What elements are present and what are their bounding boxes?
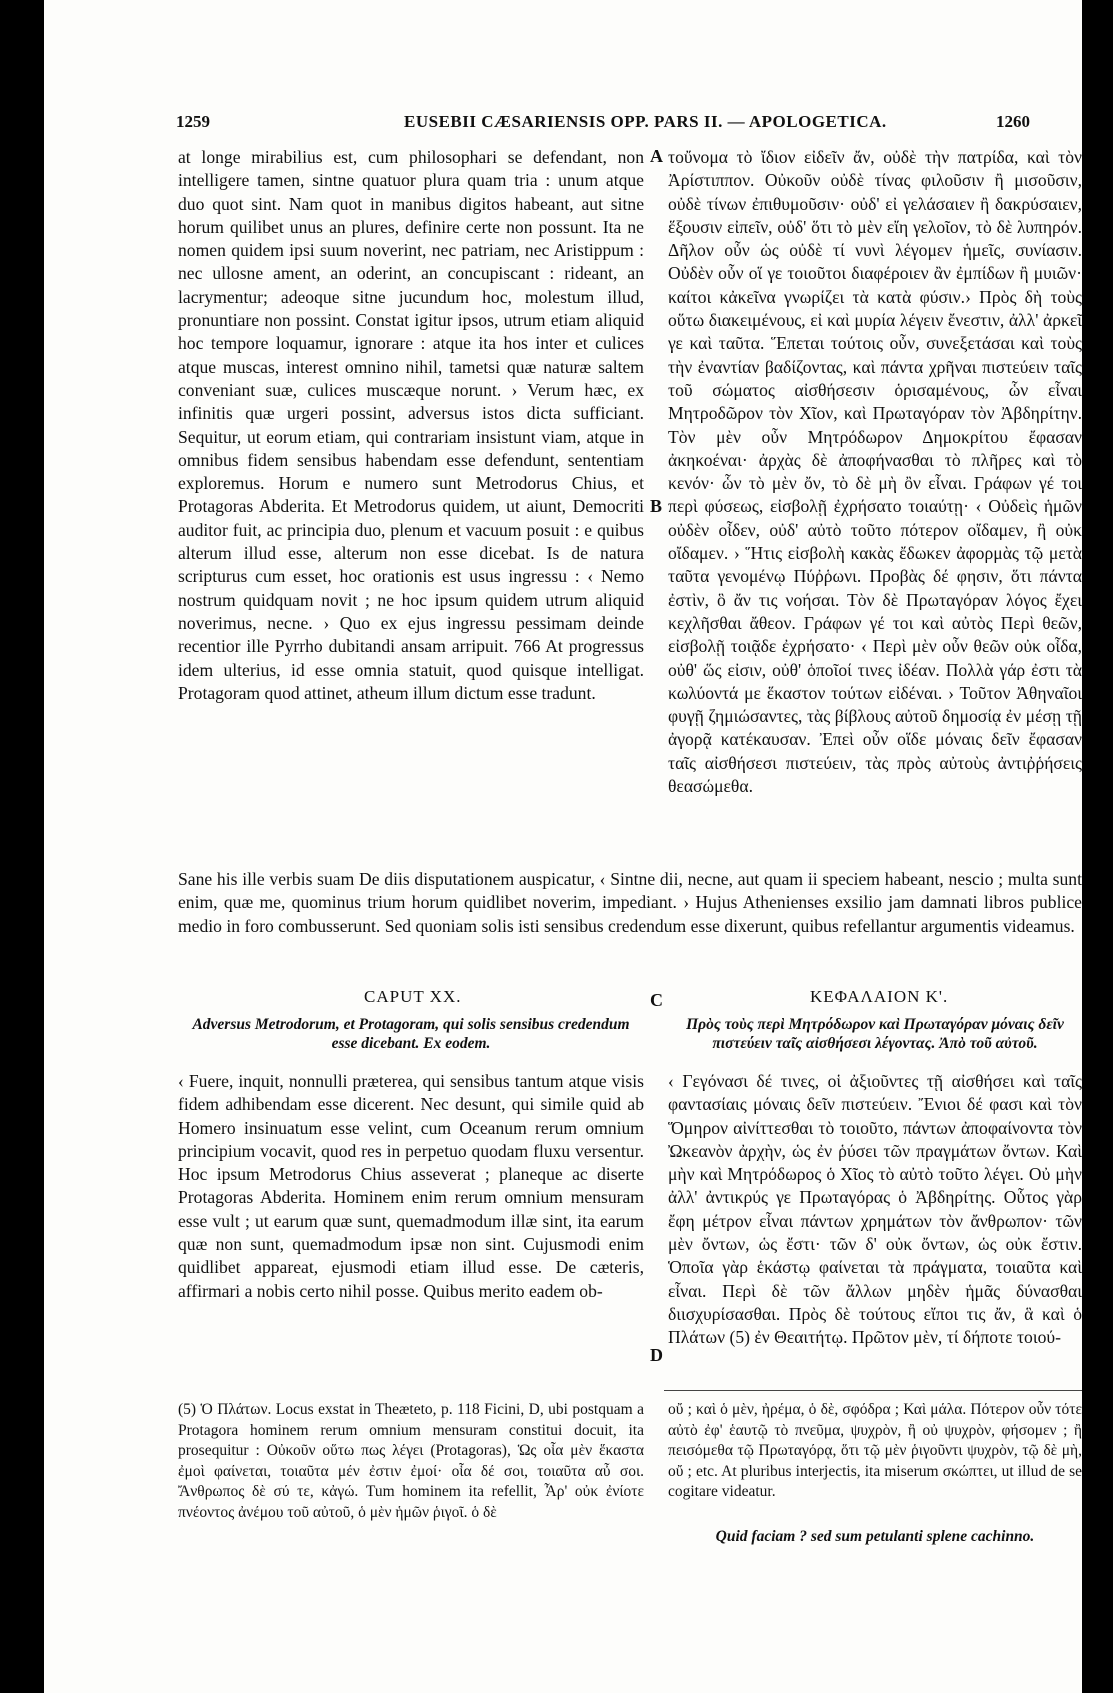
running-title: EUSEBII CÆSARIENSIS OPP. PARS II. — APOLOGETICA. (404, 112, 887, 131)
margin-marker-d: D (650, 1345, 663, 1365)
caput-heading-latin: CAPUT XX. (364, 987, 462, 1006)
greek-text-top: τοὔνομα τὸ ἴδιον εἰδεῖν ἄν, οὐδὲ τὴν πατρίδα, καὶ τὸν Ἀρίστιππον. Οὐκοῦν οὐδὲ τίνας φιλοῦσιν ἢ μισοῦσιν, οὐδὲ τίνων ἐπιθυμοῦσιν· οὐδ' εἰ γελάσαιεν ἢ δακρύσαιεν, ἕξουσιν εἰπεῖν, οὐδ' ὅτι τὸ μὲν εἴη γελοῖον, τὸ δὲ λυπηρόν. Δῆλον οὖν ὡς οὐδὲ τί νυνὶ λέγομεν ἡμεῖς, συνίασιν. Οὐδὲν οὖν οἵ γε τοιοῦτοι διαφέροιεν ἂν ἐμπίδων ἢ μυιῶν· καίτοι κἀκεῖνα γνωρίζει τὰ κατὰ φύσιν.› Πρὸς δὴ τοὺς οὕτω διακειμένους, εἰ καὶ μυρία λέγειν ἔνεστιν, ἀλλ' ἀρκεῖ γε καὶ ταῦτα. Ἕπεται τούτοις οὖν, συνεξετάσαι καὶ τοὺς τὴν ἐναντίαν βαδίζοντας, καὶ πάντα χρῆναι πιστεύειν ταῖς τοῦ σώματος αἰσθήσεσιν ὁρισαμένους, ὧν εἶναι Μητροδῶρον τὸν Χῖον, καὶ Πρωταγόραν τὸν Ἀβδηρίτην. Τὸν μὲν οὖν Μητρόδωρον Δημοκρίτου ἔφασαν ἀκηκοέναι· ἀρχὰς δὲ ἀποφήνασθαι τὸ πλῆρες καὶ τὸ κενόν· ὧν τὸ μὲν ὄν, τὸ δὲ μὴ ὂν εἶναι. Γράφων γέ τοι περὶ φύσεως, εἰσβολῇ ἐχρήσατο τοιαύτῃ· ‹ Οὐδεὶς ἡμῶν οὐδὲν οἶδεν, οὐδ' αὐτὸ τοῦτο πότερον οἴδαμεν, ἢ οὐκ οἴδαμεν. › Ἥτις εἰσβολὴ κακὰς ἔδωκεν ἀφορμὰς τῷ μετὰ ταῦτα γενομένῳ Πύῤῥωνι. Προβὰς δέ φησιν, ὅτι πάντα ἐστὶν, ὃ ἄν τις νοήσαι. Τὸν δὲ Πρωταγόραν λόγος ἔχει κεχλῆσθαι ἄθεον. Γράφων γέ τοι καὶ αὐτὸς Περὶ θεῶν, εἰσβολῇ τοιᾷδε ἐχρήσατο· ‹ Περὶ μὲν οὖν θεῶν οὐκ οἶδα, οὐθ' ὥς εἰσιν, οὐθ' ὁποῖοί τινες ἰδέαν. Πολλὰ γάρ ἐστι τὰ κωλύοντά με ἕκαστον τούτων εἰδέναι. › Τοῦτον Ἀθηναῖοι φυγῇ ζημιώσαντες, τὰς βίβλους αὐτοῦ δημοσίᾳ ἐν μέσῃ τῇ ἀγορᾷ κατέκαυσαν. Ἐπεὶ οὖν οἵδε μόναις δεῖν ἔφασαν ταῖς αἰσθήσεσι πιστεύειν, τὰς πρὸς αὐτοὺς ἀντιῤῥήσεις θεασώμεθα. (668, 147, 1082, 797)
footnote-divider (664, 1390, 1082, 1391)
margin-marker-b: B (650, 496, 663, 516)
page-number-right: 1260 (996, 112, 1030, 131)
full-width-paragraph (178, 868, 1082, 938)
greek-column-body (668, 1070, 1082, 1350)
greek-column-top (668, 146, 1082, 798)
subtitle-greek: Πρὸς τοὺς περὶ Μητρόδωρον καὶ Πρωταγόραν μόναις δεῖν πιστεύειν ταῖς αἰσθήσεσι λέγοντας. Ἀπὸ τοῦ αὐτοῦ. (686, 1016, 1064, 1052)
caput-heading-greek: ΚΕΦΑΛΑΙΟΝ Κ'. (810, 987, 949, 1006)
latin-text-body: ‹ Fuere, inquit, nonnulli præterea, qui sensibus tantum atque visis fidem adhibendam esse dicerent. Nec desunt, qui simile quid ab Homero insinuatum esse velint, cum Oceanum rerum omnium principium vocavit, quod res in perpetuo quodam fluxu versentur. Hoc ipsum Metrodorus Chius asseverat ; planeque ac diserte Protagoras Abderita. Hominem enim rerum omnium mensuram esse vult ; ut earum quæ sunt, quemadmodum illæ sint, ita earum quæ non sunt, quemadmodum ipsæ non sint. Cujusmodi enim quidlibet appareat, ejusmodi etiam illud esse. De cæteris, affirmari a nobis certo nihil posse. Quibus merito eadem ob- (178, 1071, 644, 1301)
page-number-left: 1259 (176, 112, 210, 131)
latin-column-top (178, 146, 644, 705)
margin-marker-a: A (650, 146, 663, 166)
footnote-left (178, 1400, 644, 1523)
greek-text-body: ‹ Γεγόνασι δέ τινες, οἱ ἀξιοῦντες τῇ αἰσθήσει καὶ ταῖς φαντασίαις μόναις δεῖν πιστεύειν. Ἔνιοι δέ φασι καὶ τὸν Ὅμηρον αἰνίττεσθαι τὸ τοιοῦτο, πάντων ἀποφαίνοντα τὸν Ὠκεανὸν ἀρχὴν, ὡς ἐν ῥύσει τῶν πραγμάτων ὄντων. Καὶ μὴν καὶ Μητρόδωρος ὁ Χῖος τὸ αὐτὸ τοῦτο λέγει. Οὐ μὴν ἀλλ' ἀντικρύς γε Πρωταγόρας ὁ Ἀβδηρίτης. Οὗτος γὰρ ἔφη μέτρον εἶναι πάντων χρημάτων τὸν ἄνθρωπον· τῶν μὲν ὄντων, ὡς ἔστι· τῶν δ' οὐκ ὄντων, ὡς οὐκ ἔστιν. Ὁποῖα γὰρ ἑκάστῳ φαίνεται τὰ πράγματα, τοιαῦτα καὶ εἶναι. Περὶ δὲ τῶν ἄλλων μηδὲν ἡμᾶς δύνασθαι διισχυρίσασθαι. Πρὸς δὲ τούτους εἴποι τις ἄν, ἃ καὶ ὁ Πλάτων (5) ἐν Θεαιτήτῳ. Πρῶτον μὲν, τί δήποτε τοιού- (668, 1071, 1082, 1348)
latin-column-body (178, 1070, 644, 1303)
book-page (44, 0, 1082, 1693)
footnote-text-right: οὔ ; καὶ ὁ μὲν, ἠρέμα, ὁ δὲ, σφόδρα ; Καὶ μάλα. Πότερον οὖν τότε αὐτὸ ἐφ' ἑαυτῷ τὸ πνεῦμα, ψυχρὸν, ἢ οὐ ψυχρὸν, φήσομεν ; ἢ πεισόμεθα τῷ Πρωταγόρᾳ, ὅτι τῷ μὲν ῥιγοῦντι ψυχρὸν, τῷ δὲ μὴ, οὔ ; etc. At pluribus interjectis, ita miserum σκώπτει, ut illud de se cogitare videatur. (668, 1401, 1082, 1500)
margin-marker-c: C (650, 990, 663, 1010)
full-width-text: Sane his ille verbis suam De diis disputationem auspicatur, ‹ Sintne dii, necne, aut quam ii speciem habeant, nescio ; multa sunt enim, quæ me, quominus trium horum quidlibet noverim, impediant. › Hujus Athenienses exsilio jam damnati libros publice medio in foro combusserunt. Sed quoniam solis isti sensibus credendum esse dixerunt, quibus refellantur argumentis videamus. (178, 869, 1082, 936)
closing-quote: Quid faciam ? sed sum petulanti splene cachinno. (715, 1528, 1035, 1545)
footnote-text-left: (5) Ὁ Πλάτων. Locus exstat in Theæteto, p. 118 Ficini, D, ubi postquam a Protagora hominem rerum omnium mensuram constitui docuit, ita prosequitur : Οὐκοῦν οὕτω πως λέγει (Protagoras), Ὡς οἷα μὲν ἕκαστα ἐμοὶ φαίνεται, τοιαῦτα μέν ἐστιν ἐμοί· οἷα δέ σοι, τοιαῦτα αὖ σοι. Ἄνθρωπος δὲ σύ τε, κἀγώ. Tum hominem ita refellit, Ἆρ' οὐκ ἐνίοτε πνέοντος ἀνέμου τοῦ αὐτοῦ, ὁ μὲν ἡμῶν ῥιγοῖ. ὁ δὲ (178, 1401, 644, 1521)
subtitle-latin: Adversus Metrodorum, et Protagoram, qui solis sensibus credendum esse dicebant. Ex eodem. (192, 1016, 630, 1052)
latin-text-top: at longe mirabilius est, cum philosophari se defendant, non intelligere tamen, sintne quatuor plura quam tria : unum atque duo quot sint. Nam quot in manibus digitos habeant, aut sitne horum quilibet unus an plures, definire certe non possunt. Ita ne nomen quidem ipsi suum noverint, nec patriam, nec Aristippum : nec ullosne ament, an oderint, an concupiscant : rideant, an lacrymentur; adeoque sitne jucundum hoc, molestum illud, pronuntiare non possint. Constat igitur ipsos, utrum etiam aliquid hoc tempore loquamur, ignorare : atque ita hos inter et culices atque muscas, interest omnino nihil, tametsi quæ naturæ saltem conveniant suæ, culices muscæque norunt. › Verum hæc, ex infinitis quæ urgeri possint, adversus istos dicta sufficiant. Sequitur, ut eorum etiam, qui contrariam insistunt viam, atque in omnibus fidem sensibus habendam esse defendunt, sententiam exploremus. Horum e numero sunt Metrodorus Chius, et Protagoras Abderita. Et Metrodorus quidem, ut aiunt, Democriti auditor fuit, ac principia duo, plenum et vacuum posuit : e quibus alterum illud esse, alterum non esse dicebat. Is de natura scripturus cum esset, hoc orationis est usus ingressu : ‹ Nemo nostrum quidquam novit ; ne hoc ipsum quidem utrum aliquid noverimus, necne. › Quo ex ejus ingressu pessimam deinde recentior ille Pyrrho dubitandi ansam arripuit. 766 At progressus idem ulterius, id esse omnia statuit, quod quisque intelligat. Protagoram quod attinet, atheum illum dictum esse tradunt. (178, 147, 644, 703)
footnote-right (668, 1400, 1082, 1503)
